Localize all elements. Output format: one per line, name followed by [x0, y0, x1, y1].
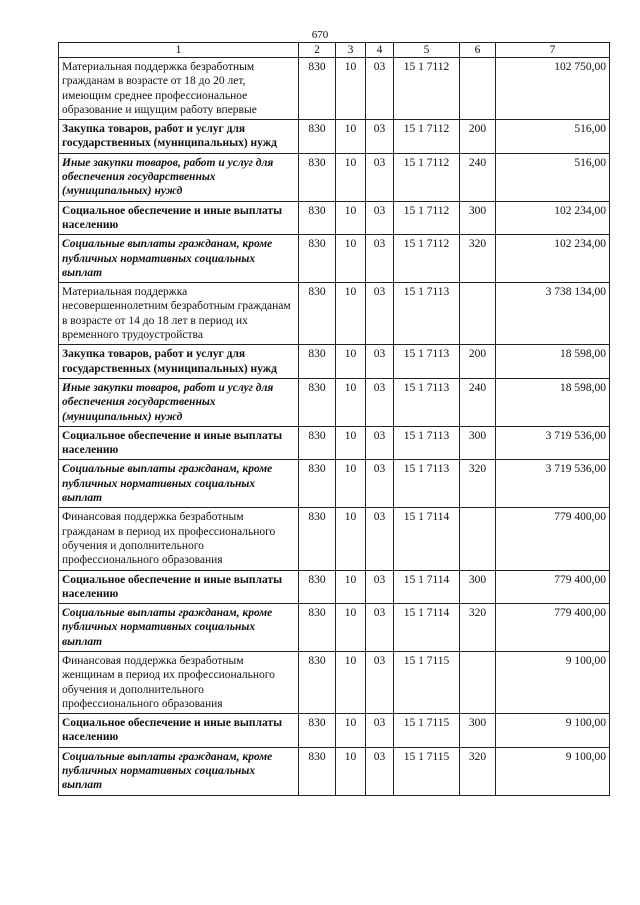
row-ministry-code: 830 — [299, 426, 336, 460]
row-name-cell: Материальная поддержка несовершеннолетним безработным гражданам в возрасте от 14 до 18 лет в период их временного трудоустройства — [59, 283, 299, 345]
table-row — [59, 651, 610, 713]
row-ministry-code: 830 — [299, 120, 336, 154]
row-ministry-code: 830 — [299, 283, 336, 345]
row-expense-type: 240 — [460, 153, 496, 201]
row-expense-type: 320 — [460, 460, 496, 508]
row-subsection-code: 03 — [366, 58, 394, 120]
row-ministry-code: 830 — [299, 460, 336, 508]
header-col-7: 7 — [496, 43, 610, 58]
table-row — [59, 201, 610, 235]
row-name-cell: Закупка товаров, работ и услуг для государственных (муниципальных) нужд — [59, 120, 299, 154]
row-ministry-code: 830 — [299, 58, 336, 120]
row-amount: 516,00 — [496, 120, 610, 154]
row-name-cell: Социальное обеспечение и иные выплаты населению — [59, 714, 299, 748]
row-amount: 779 400,00 — [496, 508, 610, 570]
row-subsection-code: 03 — [366, 201, 394, 235]
row-expense-type: 300 — [460, 714, 496, 748]
row-name-cell: Социальное обеспечение и иные выплаты населению — [59, 201, 299, 235]
header-row — [59, 43, 610, 58]
table-row — [59, 58, 610, 120]
budget-table — [58, 42, 610, 796]
row-amount: 779 400,00 — [496, 604, 610, 652]
row-subsection-code: 03 — [366, 345, 394, 379]
row-ministry-code: 830 — [299, 651, 336, 713]
row-amount: 9 100,00 — [496, 651, 610, 713]
row-section-code: 10 — [336, 58, 366, 120]
row-expense-type: 320 — [460, 604, 496, 652]
row-name-cell: Социальное обеспечение и иные выплаты населению — [59, 570, 299, 604]
row-target-code: 15 1 7112 — [394, 201, 460, 235]
row-ministry-code: 830 — [299, 604, 336, 652]
header-col-3: 3 — [336, 43, 366, 58]
row-section-code: 10 — [336, 570, 366, 604]
table-row — [59, 345, 610, 379]
row-target-code: 15 1 7112 — [394, 58, 460, 120]
row-amount: 9 100,00 — [496, 714, 610, 748]
row-expense-type: 200 — [460, 345, 496, 379]
row-subsection-code: 03 — [366, 235, 394, 283]
header-col-6: 6 — [460, 43, 496, 58]
row-target-code: 15 1 7113 — [394, 345, 460, 379]
row-subsection-code: 03 — [366, 714, 394, 748]
row-expense-type — [460, 58, 496, 120]
row-subsection-code: 03 — [366, 460, 394, 508]
row-amount: 3 738 134,00 — [496, 283, 610, 345]
row-name-cell: Финансовая поддержка безработным гражданам в период их профессионального обучения и дополнительного профессионального образования — [59, 508, 299, 570]
row-name-cell: Закупка товаров, работ и услуг для государственных (муниципальных) нужд — [59, 345, 299, 379]
row-subsection-code: 03 — [366, 283, 394, 345]
row-subsection-code: 03 — [366, 747, 394, 795]
row-section-code: 10 — [336, 508, 366, 570]
row-ministry-code: 830 — [299, 508, 336, 570]
table-row — [59, 283, 610, 345]
row-target-code: 15 1 7112 — [394, 235, 460, 283]
row-section-code: 10 — [336, 460, 366, 508]
row-ministry-code: 830 — [299, 570, 336, 604]
row-target-code: 15 1 7114 — [394, 604, 460, 652]
header-col-2: 2 — [299, 43, 336, 58]
row-section-code: 10 — [336, 378, 366, 426]
row-name-cell: Иные закупки товаров, работ и услуг для обеспечения государственных (муниципальных) нужд — [59, 378, 299, 426]
row-target-code: 15 1 7114 — [394, 508, 460, 570]
row-section-code: 10 — [336, 345, 366, 379]
row-amount: 102 234,00 — [496, 235, 610, 283]
row-section-code: 10 — [336, 201, 366, 235]
row-amount: 3 719 536,00 — [496, 426, 610, 460]
row-amount: 18 598,00 — [496, 345, 610, 379]
row-ministry-code: 830 — [299, 714, 336, 748]
row-target-code: 15 1 7112 — [394, 153, 460, 201]
table-row — [59, 120, 610, 154]
row-ministry-code: 830 — [299, 153, 336, 201]
header-col-1: 1 — [59, 43, 299, 58]
row-target-code: 15 1 7115 — [394, 747, 460, 795]
row-expense-type: 200 — [460, 120, 496, 154]
table-row — [59, 604, 610, 652]
table-row — [59, 426, 610, 460]
row-name-cell: Социальные выплаты гражданам, кроме публичных нормативных социальных выплат — [59, 235, 299, 283]
row-target-code: 15 1 7114 — [394, 570, 460, 604]
row-expense-type: 320 — [460, 747, 496, 795]
row-name-cell: Социальные выплаты гражданам, кроме публичных нормативных социальных выплат — [59, 460, 299, 508]
row-name-cell: Социальные выплаты гражданам, кроме публичных нормативных социальных выплат — [59, 747, 299, 795]
row-section-code: 10 — [336, 651, 366, 713]
row-name-cell: Социальное обеспечение и иные выплаты населению — [59, 426, 299, 460]
row-section-code: 10 — [336, 747, 366, 795]
row-expense-type: 240 — [460, 378, 496, 426]
row-expense-type — [460, 508, 496, 570]
table-row — [59, 714, 610, 748]
row-name-cell: Финансовая поддержка безработным женщинам в период их профессионального обучения и дополнительного профессионального образования — [59, 651, 299, 713]
row-target-code: 15 1 7115 — [394, 651, 460, 713]
header-col-4: 4 — [366, 43, 394, 58]
row-expense-type: 320 — [460, 235, 496, 283]
row-name-cell: Иные закупки товаров, работ и услуг для обеспечения государственных (муниципальных) нужд — [59, 153, 299, 201]
row-subsection-code: 03 — [366, 120, 394, 154]
table-row — [59, 153, 610, 201]
row-ministry-code: 830 — [299, 345, 336, 379]
row-ministry-code: 830 — [299, 201, 336, 235]
row-section-code: 10 — [336, 283, 366, 345]
row-ministry-code: 830 — [299, 747, 336, 795]
row-expense-type — [460, 283, 496, 345]
table-row — [59, 235, 610, 283]
row-section-code: 10 — [336, 714, 366, 748]
row-expense-type: 300 — [460, 201, 496, 235]
row-amount: 9 100,00 — [496, 747, 610, 795]
row-name-cell: Социальные выплаты гражданам, кроме публичных нормативных социальных выплат — [59, 604, 299, 652]
row-subsection-code: 03 — [366, 426, 394, 460]
row-ministry-code: 830 — [299, 378, 336, 426]
row-target-code: 15 1 7115 — [394, 714, 460, 748]
table-row — [59, 747, 610, 795]
row-section-code: 10 — [336, 426, 366, 460]
row-amount: 102 750,00 — [496, 58, 610, 120]
row-ministry-code: 830 — [299, 235, 336, 283]
row-subsection-code: 03 — [366, 153, 394, 201]
row-target-code: 15 1 7113 — [394, 378, 460, 426]
header-col-5: 5 — [394, 43, 460, 58]
row-subsection-code: 03 — [366, 570, 394, 604]
row-subsection-code: 03 — [366, 651, 394, 713]
table-row — [59, 570, 610, 604]
row-amount: 779 400,00 — [496, 570, 610, 604]
row-expense-type — [460, 651, 496, 713]
row-subsection-code: 03 — [366, 378, 394, 426]
row-section-code: 10 — [336, 604, 366, 652]
row-section-code: 10 — [336, 235, 366, 283]
row-name-cell: Материальная поддержка безработным гражданам в возрасте от 18 до 20 лет, имеющим среднее профессиональное образование и ищущим работу впервые — [59, 58, 299, 120]
row-section-code: 10 — [336, 153, 366, 201]
table-row — [59, 460, 610, 508]
row-subsection-code: 03 — [366, 604, 394, 652]
table-row — [59, 508, 610, 570]
row-expense-type: 300 — [460, 426, 496, 460]
table-row — [59, 378, 610, 426]
row-section-code: 10 — [336, 120, 366, 154]
row-expense-type: 300 — [460, 570, 496, 604]
row-amount: 18 598,00 — [496, 378, 610, 426]
row-target-code: 15 1 7112 — [394, 120, 460, 154]
row-amount: 3 719 536,00 — [496, 460, 610, 508]
row-amount: 102 234,00 — [496, 201, 610, 235]
row-target-code: 15 1 7113 — [394, 426, 460, 460]
row-target-code: 15 1 7113 — [394, 283, 460, 345]
row-subsection-code: 03 — [366, 508, 394, 570]
row-amount: 516,00 — [496, 153, 610, 201]
page-number: 670 — [311, 29, 329, 41]
row-target-code: 15 1 7113 — [394, 460, 460, 508]
